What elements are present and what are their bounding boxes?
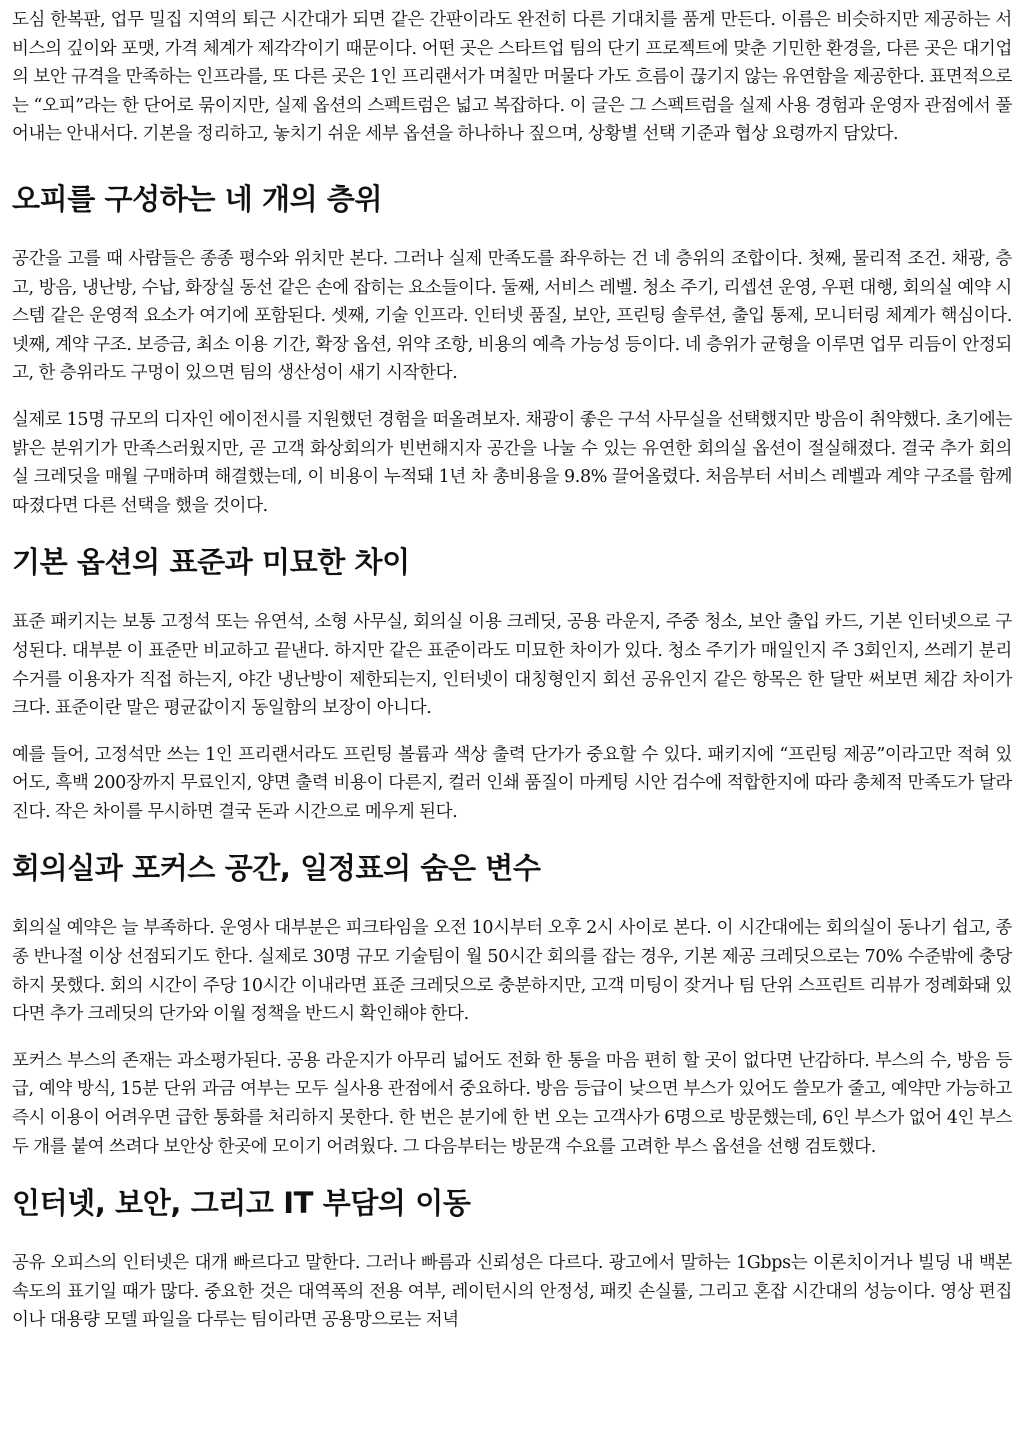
section-heading-basic-options: 기본 옵션의 표준과 미묘한 차이 [12, 545, 410, 580]
paragraph: 표준 패키지는 보통 고정석 또는 유연석, 소형 사무실, 회의실 이용 크레딧, 공용 라운지, 주중 청소, 보안 출입 카드, 기본 인터넷으로 구성된다. 대부분 이 표준만 비교하고 끝낸다. 하지만 같은 표준이라도 미묘한 차이가 있다. 청소 주기가 매일인지 주 3회인지, 쓰레기 분리수거를 이용자가 직접 하는지, 야간 냉난방이 제한되는지, 인터넷이 대칭형인지 회선 공유인지 같은 항목은 한 달만 써보면 체감 차이가 크다. 표준이란 말은 평균값이지 동일함의 보장이 아니다. [12, 612, 1012, 719]
paragraph: 공간을 고를 때 사람들은 종종 평수와 위치만 본다. 그러나 실제 만족도를 좌우하는 건 네 층위의 조합이다. 첫째, 물리적 조건. 채광, 층고, 방음, 냉난방, 수납, 화장실 동선 같은 손에 잡히는 요소들이다. 둘째, 서비스 레벨. 청소 주기, 리셉션 운영, 우편 대행, 회의실 예약 시스템 같은 운영적 요소가 여기에 포함된다. 셋째, 기술 인프라. 인터넷 품질, 보안, 프린팅 솔루션, 출입 통제, 모니터링 체계가 핵심이다. 넷째, 계약 구조. 보증금, 최소 이용 기간, 확장 옵션, 위약 조항, 비용의 예측 가능성 등이다. 네 층위가 균형을 이루면 업무 리듬이 안정되고, 한 층위라도 구멍이 있으면 팀의 생산성이 새기 시작한다. [12, 248, 1012, 384]
paragraph: 실제로 15명 규모의 디자인 에이전시를 지원했던 경험을 떠올려보자. 채광이 좋은 구석 사무실을 선택했지만 방음이 취약했다. 초기에는 밝은 분위기가 만족스러웠지만, 곧 고객 화상회의가 빈번해지자 공간을 나눌 수 있는 유연한 회의실 옵션이 절실해졌다. 결국 추가 회의실 크레딧을 매월 구매하며 해결했는데, 이 비용이 누적돼 1년 차 총비용을 9.8% 끌어올렸다. 처음부터 서비스 레벨과 계약 구조를 함께 따졌다면 다른 선택을 했을 것이다. [12, 409, 1012, 516]
section-heading-four-layers: 오피를 구성하는 네 개의 층위 [12, 181, 383, 216]
intro-paragraph: 도심 한복판, 업무 밀집 지역의 퇴근 시간대가 되면 같은 간판이라도 완전히 다른 기대치를 품게 만든다. 이름은 비슷하지만 제공하는 서비스의 깊이와 포맷, 가격 체계가 제각각이기 때문이다. 어떤 곳은 스타트업 팀의 단기 프로젝트에 맞춘 기민한 환경을, 다른 곳은 대기업의 보안 규격을 만족하는 인프라를, 또 다른 곳은 1인 프리랜서가 며칠만 머물다 가도 흐름이 끊기지 않는 유연함을 제공한다. 표면적으로는 “오피”라는 한 단어로 묶이지만, 실제 옵션의 스펙트럼은 넓고 복잡하다. 이 글은 그 스펙트럼을 실제 사용 경험과 운영자 관점에서 풀어내는 안내서다. 기본을 정리하고, 놓치기 쉬운 세부 옵션을 하나하나 짚으며, 상황별 선택 기준과 협상 요령까지 담았다. [12, 10, 1013, 145]
section-heading-internet-security: 인터넷, 보안, 그리고 IT 부담의 이동 [12, 1186, 471, 1221]
paragraph: 공유 오피스의 인터넷은 대개 빠르다고 말한다. 그러나 빠름과 신뢰성은 다르다. 광고에서 말하는 1Gbps는 이론치이거나 빌딩 내 백본 속도의 표기일 때가 많다. 중요한 것은 대역폭의 전용 여부, 레이턴시의 안정성, 패킷 손실률, 그리고 혼잡 시간대의 성능이다. 영상 편집이나 대용량 모델 파일을 다루는 팀이라면 공용망으로는 저녁 [12, 1253, 1012, 1331]
paragraph: 회의실 예약은 늘 부족하다. 운영사 대부분은 피크타임을 오전 10시부터 오후 2시 사이로 본다. 이 시간대에는 회의실이 동나기 쉽고, 종종 반나절 이상 선점되기도 한다. 실제로 30명 규모 기술팀이 월 50시간 회의를 잡는 경우, 기본 제공 크레딧으로는 70% 수준밖에 충당하지 못했다. 회의 시간이 주당 10시간 이내라면 표준 크레딧으로 충분하지만, 고객 미팅이 잦거나 팀 단위 스프린트 리뷰가 정례화돼 있다면 추가 크레딧의 단가와 이월 정책을 반드시 확인해야 한다. [12, 918, 1012, 1025]
paragraph: 포커스 부스의 존재는 과소평가된다. 공용 라운지가 아무리 넓어도 전화 한 통을 마음 편히 할 곳이 없다면 난감하다. 부스의 수, 방음 등급, 예약 방식, 15분 단위 과금 여부는 모두 실사용 관점에서 중요하다. 방음 등급이 낮으면 부스가 있어도 쓸모가 줄고, 예약만 가능하고 즉시 이용이 어려우면 급한 통화를 처리하지 못한다. 한 번은 분기에 한 번 오는 고객사가 6명으로 방문했는데, 6인 부스가 없어 4인 부스 두 개를 붙여 쓰려다 보안상 한곳에 모이기 어려웠다. 그 다음부터는 방문객 수요를 고려한 부스 옵션을 선행 검토했다. [12, 1050, 1012, 1157]
paragraph: 예를 들어, 고정석만 쓰는 1인 프리랜서라도 프린팅 볼륨과 색상 출력 단가가 중요할 수 있다. 패키지에 “프린팅 제공”이라고만 적혀 있어도, 흑백 200장까지 무료인지, 양면 출력 비용이 다른지, 컬러 인쇄 품질이 마케팅 시안 검수에 적합한지에 따라 총체적 만족도가 달라진다. 작은 차이를 무시하면 결국 돈과 시간으로 메우게 된다. [12, 744, 1012, 822]
section-heading-meeting-rooms: 회의실과 포커스 공간, 일정표의 숨은 변수 [12, 851, 541, 886]
